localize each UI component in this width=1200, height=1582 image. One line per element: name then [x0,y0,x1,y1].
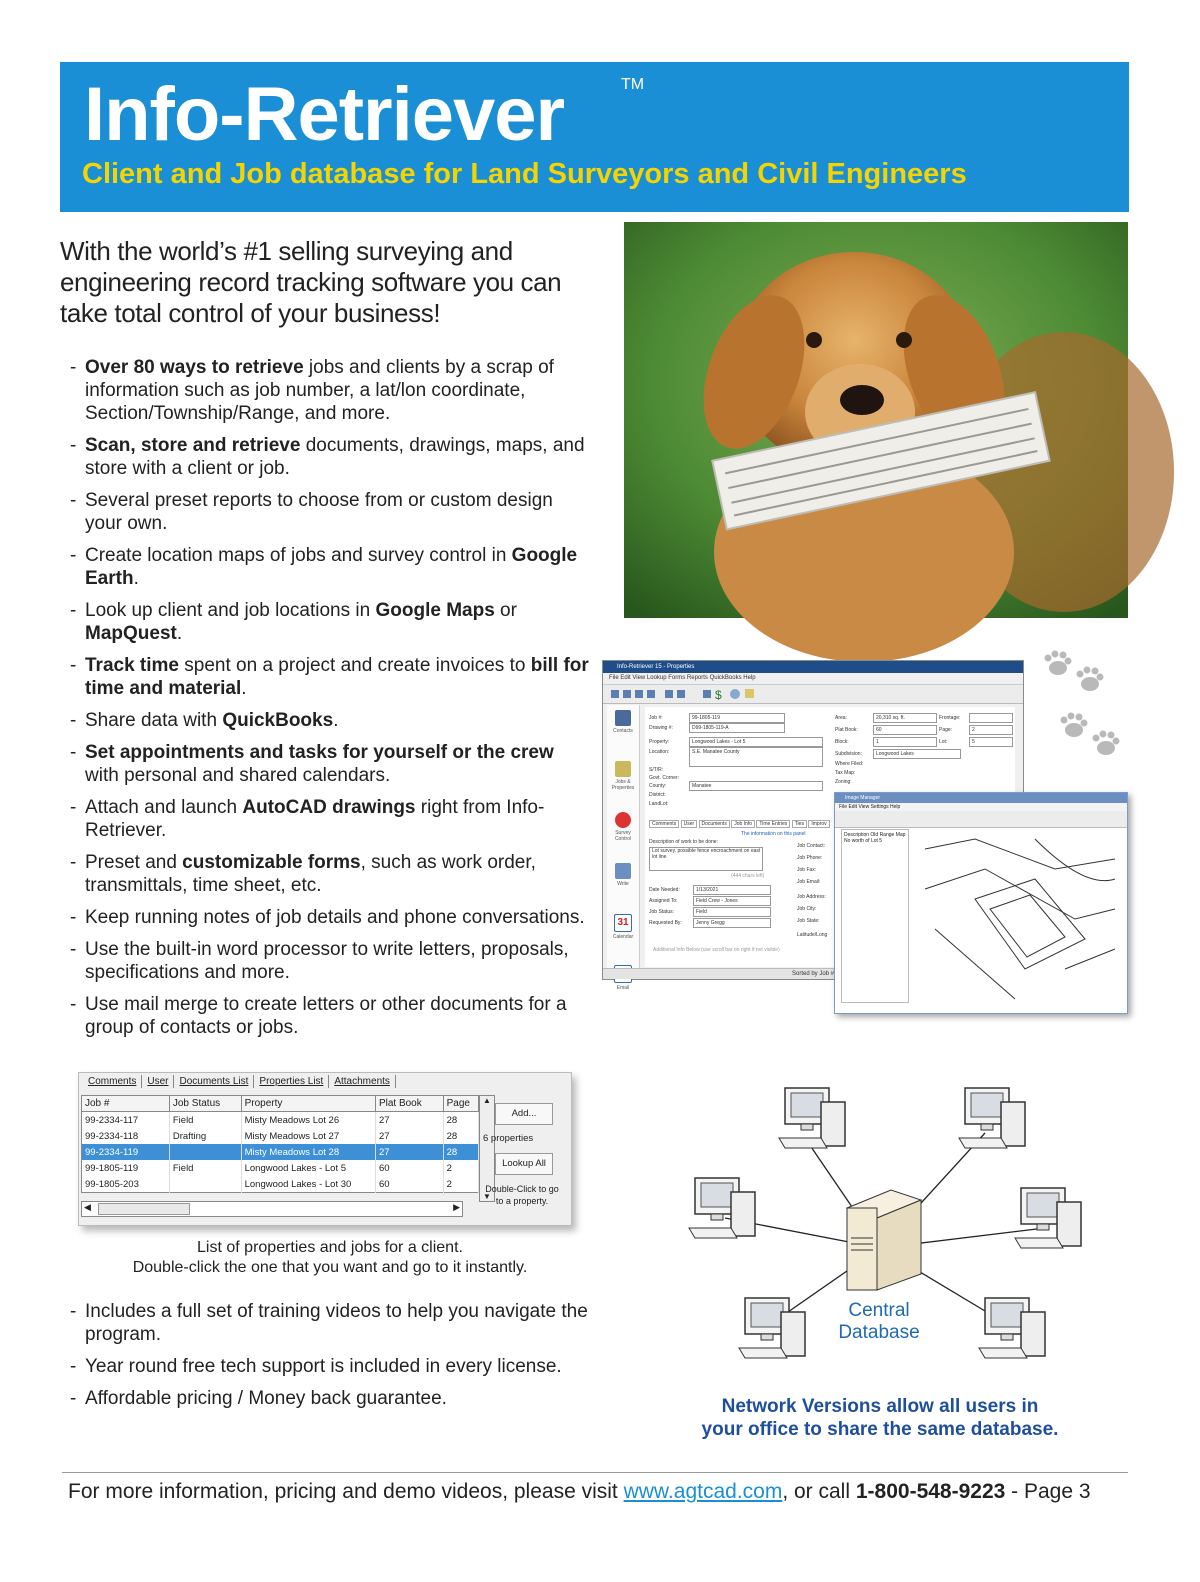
column-header: Job # [82,1096,170,1112]
intro-paragraph: With the world’s #1 selling surveying and engineering record tracking software you can take total control of your business! [60,236,562,328]
horizontal-scrollbar [81,1201,463,1217]
drawing-number-field: D99-1805-119-A [689,723,785,733]
scroll-right-icon: ▶ [453,1202,460,1212]
server-icon [847,1190,921,1290]
sidebar-item-email: Email [607,965,639,1011]
network-caption: Network Versions allow all users in your office to share the same database. [701,1396,1059,1440]
feature-item: - Attach and launch AutoCAD drawings right from Info-Retriever. [70,796,590,842]
feature-item: - Track time spent on a project and create invoices to bill for time and material. [70,654,590,700]
feature-list [70,356,590,1048]
table-row: 99-2334-118 Drafting Misty Meadows Lot 27 27 28 [82,1128,479,1144]
menu-bar: File Edit View Lookup Forms Reports QuickBooks Help [603,673,1023,685]
frontage-field [969,713,1013,723]
column-header: Job Status [169,1096,241,1112]
website-link[interactable]: www.agtcad.com [623,1480,783,1503]
network-diagram [665,1078,1085,1398]
support-item: - Includes a full set of training videos to help you navigate the program. [70,1300,590,1346]
feature-item: - Use mail merge to create letters or other documents for a group of contacts or jobs. [70,993,590,1039]
scroll-thumb [98,1203,190,1215]
page-field: 2 [969,725,1013,735]
column-header: Property [241,1096,375,1112]
central-database-label: Central Database [838,1300,920,1343]
assigned-to-field: Field Crew - Jones [693,896,771,906]
feature-item: - Share data with QuickBooks. [70,709,590,732]
properties-table [81,1095,479,1193]
dog-with-newspaper-photo [624,222,1128,618]
scroll-up-icon: ▲ [483,1096,491,1105]
image-manager-toolbar [835,811,1127,828]
feature-item: - Keep running notes of job details and phone conversations. [70,906,590,929]
tab-documents-list: Documents List [174,1075,254,1088]
product-subtitle: Client and Job database for Land Surveyors and Civil Engineers [82,158,967,190]
image-manager-menu: File Edit View Settings Help [835,803,1127,811]
feature-item: - Look up client and job locations in Google Maps or MapQuest. [70,599,590,645]
column-header: Page [443,1096,478,1112]
computer-icon [1015,1188,1081,1248]
support-item: - Affordable pricing / Money back guarantee. [70,1387,590,1410]
paw-print-icon [1056,708,1128,760]
support-list [70,1300,590,1419]
product-title: Info-Retriever [84,72,565,157]
computer-icon [689,1178,755,1238]
column-header: Plat Book [375,1096,443,1112]
trademark-mark: TM [621,76,645,93]
sidebar-item-calendar: 31 Calendar [607,914,639,960]
sidebar-item-contacts: Contacts [607,710,639,756]
detail-tabs: Comments User Documents Job Info Time Entries Ties Improv [649,821,830,827]
sidebar [607,705,640,991]
description-field: Lot survey, possible fence encroachment on east lot line [649,847,763,871]
lookup-all-button: Lookup All [495,1153,553,1175]
feature-item: - Preset and customizable forms, such as work order, transmittals, time sheet, etc. [70,851,590,897]
phone-number: 1-800-548-9223 [855,1480,1006,1503]
location-field: S.E. Manatee County [689,747,823,767]
property-count: 6 properties [483,1133,534,1144]
properties-list-caption: List of properties and jobs for a client. Double-click the one that you want and go to it instantly. [132,1239,528,1276]
tab-comments: Comments [83,1075,142,1088]
svg-text:$: $ [715,688,722,702]
sidebar-item-survey-control: Survey Control [607,812,639,858]
requested-by-field: Jenny Gregg [693,918,771,928]
tab-properties-list: Properties List [254,1075,329,1088]
image-manager-title: Image Manager [835,793,1127,803]
plat-book-field: 60 [873,725,937,735]
image-manager-window [834,792,1128,1014]
block-field: 1 [873,737,937,747]
job-status-field: Field [693,907,771,917]
image-list: Description Old Range Map No worth of Lot 5 [841,829,909,1003]
survey-drawing [915,829,1121,1003]
sidebar-item-jobs: Jobs & Properties [607,761,639,807]
feature-item: - Scan, store and retrieve documents, drawings, maps, and store with a client or job. [70,434,590,480]
feature-item: - Use the built-in word processor to write letters, proposals, specifications and more. [70,938,590,984]
scroll-down-icon: ▼ [483,1192,491,1201]
computer-icon [979,1298,1045,1358]
sidebar-item-write: Write [607,863,639,909]
feature-item: - Set appointments and tasks for yourself or the crew with personal and shared calendars. [70,741,590,787]
footer-divider [62,1472,1128,1473]
job-number-field: 99-1805-119 [689,713,785,723]
table-row-selected: 99-2334-119 Misty Meadows Lot 28 27 28 [82,1144,479,1160]
status-bar: Sorted by Job # [603,968,1023,979]
properties-form: Job #: 99-1805-119 Drawing #: D99-1805-119-A Property: Longwood Lakes - Lot 5 Location: S.E. Manatee County S/T/R: Govt. Corner: County: Manatee District: LandLot: Area: 20,310 sq. ft. Plat Book: 60 Block: 1 Subdivision: Longwood Lakes Where Filed: Tax Map: Zoning: Frontage: Page: 2 Lot: 5 Comments User Documents Job Info Time Entries Ties Improv The information on this panel Description of work to be done: Lot survey, possible fence encroachment on east lot line (444 chars left) Date Needed: 1/13/2021 Assigned To: Field Crew - Jones Job Status: Field Requested By: Jenny Gregg Additional Info Below (use scroll bar on right if not visible) Job Contact: Job Phone: Job Fax: Job Email: Job Address: Job City: Job State: Latitude/Long [645,707,1015,967]
subdivision-field: Longwood Lakes [873,749,961,759]
tab-user: User [142,1075,174,1088]
list-tabs [83,1075,396,1091]
support-item: - Year round free tech support is included in every license. [70,1355,590,1378]
table-row: 99-1805-203 Longwood Lakes - Lot 30 60 2 [82,1176,479,1193]
paw-print-icon [1040,648,1112,694]
table-row: 99-1805-119 Field Longwood Lakes - Lot 5 60 2 [82,1160,479,1176]
footer: For more information, pricing and demo videos, please visit www.agtcad.com, or call 1-800-548-9223 - Page 3 [68,1480,1091,1503]
toolbar [603,685,1023,704]
tab-attachments: Attachments [329,1075,396,1088]
county-field: Manatee [689,781,823,791]
computer-icon [959,1088,1025,1148]
double-click-hint: Double-Click to go to a property. [485,1184,559,1206]
feature-item: - Over 80 ways to retrieve jobs and clients by a scrap of information such as job number, a lat/lon coordinate, Section/Township/Range, and more. [70,356,590,425]
lot-field: 5 [969,737,1013,747]
date-needed-field: 1/13/2021 [693,885,771,895]
property-field: Longwood Lakes - Lot 5 [689,737,823,747]
feature-item: - Several preset reports to choose from or custom design your own. [70,489,590,535]
window-title: Info-Retriever 15 - Properties [603,661,1023,673]
area-field: 20,310 sq. ft. [873,713,937,723]
table-row: 99-2334-117 Field Misty Meadows Lot 26 27 28 [82,1112,479,1129]
scroll-left-icon: ◀ [84,1202,91,1212]
add-button: Add... [495,1103,553,1125]
properties-list-screenshot [78,1072,572,1226]
computer-icon [779,1088,845,1148]
feature-item: - Create location maps of jobs and survey control in Google Earth. [70,544,590,590]
